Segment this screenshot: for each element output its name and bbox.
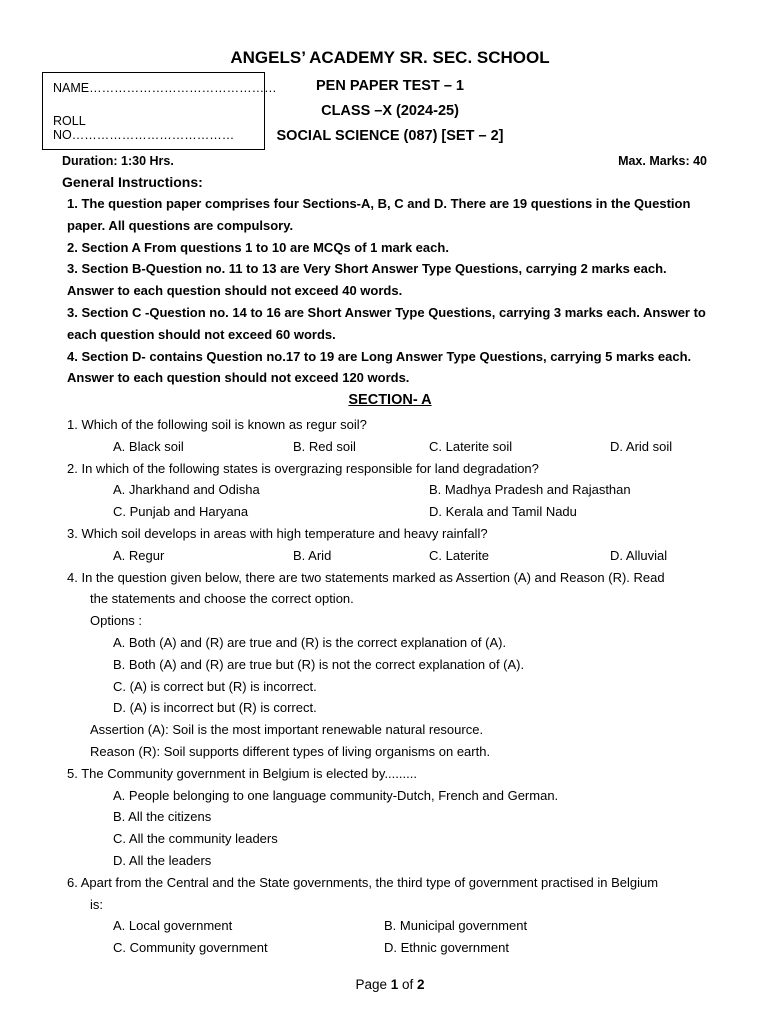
reason-statement: Reason (R): Soil supports different types of living organisms on earth. [90,743,491,759]
question-2: 2. In which of the following states is overgrazing responsible for land degradation? [67,460,539,476]
option: C. Punjab and Haryana [113,504,249,520]
question-3: 3. Which soil develops in areas with high temperature and heavy rainfall? [67,525,488,541]
option: D. (A) is incorrect but (R) is correct. [113,700,317,716]
school-name: ANGELS’ ACADEMY SR. SEC. SCHOOL [230,48,550,67]
instructions-heading: General Instructions: [62,174,203,190]
option: D. Ethnic government [384,940,510,956]
option: B. Municipal government [384,918,528,934]
assertion-statement: Assertion (A): Soil is the most important renewable natural resource. [90,722,484,738]
option: D. Kerala and Tamil Nadu [429,504,577,520]
instruction-item: 4. Section D- contains Question no.17 to 19 are Long Answer Type Questions, carrying 5 marks each. Answer to each question should not exceed 120 words. [67,348,692,386]
instructions-list [67,193,707,389]
page-number [0,977,768,992]
question-3-options [67,545,727,567]
question-2-options-row2 [67,501,727,523]
option: C. Laterite soil [429,438,513,454]
class-title: CLASS –X (2024-25) [321,103,459,119]
instruction-item: 2. Section A From questions 1 to 10 are MCQs of 1 mark each. [67,239,449,255]
option: D. All the leaders [113,852,212,868]
option: B. Arid [293,547,332,563]
page-current: 1 [390,977,399,992]
section-a-title: SECTION- A [348,392,432,408]
option: A. Local government [113,918,233,934]
page-total: 2 [417,977,425,992]
test-title: PEN PAPER TEST – 1 [316,78,464,94]
question-5: 5. The Community government in Belgium is elected by......... [67,765,417,781]
name-field: NAME……………………………………… [53,81,277,95]
option: C. Laterite [429,547,489,563]
option: B. All the citizens [113,809,212,825]
roll-number-field: ROLL NO………………………………… [53,114,235,142]
option: C. Community government [113,940,268,956]
max-marks: Max. Marks: 40 [618,154,707,168]
page-word: Page [355,977,387,992]
instruction-item: 1. The question paper comprises four Sections-A, B, C and D. There are 19 questions in the Question paper. All questions are compulsory. [67,196,691,233]
option: D. Arid soil [610,438,673,454]
options-label: Options : [90,613,143,629]
question-6-continued: is: [90,896,103,912]
student-details-box [42,72,277,150]
option: A. Black soil [113,438,184,454]
option: C. (A) is correct but (R) is incorrect. [113,678,317,694]
question-6: 6. Apart from the Central and the State governments, the third type of government practised in Belgium [67,874,659,890]
question-6-options-row2 [67,937,727,959]
option: A. Regur [113,547,165,563]
question-6-options-row1 [67,915,727,937]
question-1-options [67,436,727,458]
option: B. Madhya Pradesh and Rajasthan [429,482,631,498]
page-of: of [402,977,414,992]
option: B. Both (A) and (R) are true but (R) is not the correct explanation of (A). [113,656,525,672]
option: A. Jharkhand and Odisha [113,482,260,498]
question-2-options-row1 [67,479,727,501]
question-4-continued: the statements and choose the correct option. [90,591,354,607]
question-1: 1. Which of the following soil is known as regur soil? [67,417,367,432]
question-4: 4. In the question given below, there are two statements marked as Assertion (A) and Reason (R). Read [67,569,665,585]
option: A. People belonging to one language community-Dutch, French and German. [113,787,559,803]
instruction-item: 3. Section C -Question no. 14 to 16 are Short Answer Type Questions, carrying 3 marks each. Answer to each question should not exceed 60 words. [67,304,706,342]
duration: Duration: 1:30 Hrs. [62,154,174,168]
option: D. Alluvial [610,547,668,563]
instruction-item: 3. Section B-Question no. 11 to 13 are Very Short Answer Type Questions, carrying 2 marks each. Answer to each question should not exceed 40 words. [67,261,667,299]
option: C. All the community leaders [113,831,278,847]
option: A. Both (A) and (R) are true and (R) is the correct explanation of (A). [113,634,507,650]
option: B. Red soil [293,438,356,454]
section-a-questions [67,414,727,959]
subject-title: SOCIAL SCIENCE (087) [SET – 2] [276,128,504,144]
